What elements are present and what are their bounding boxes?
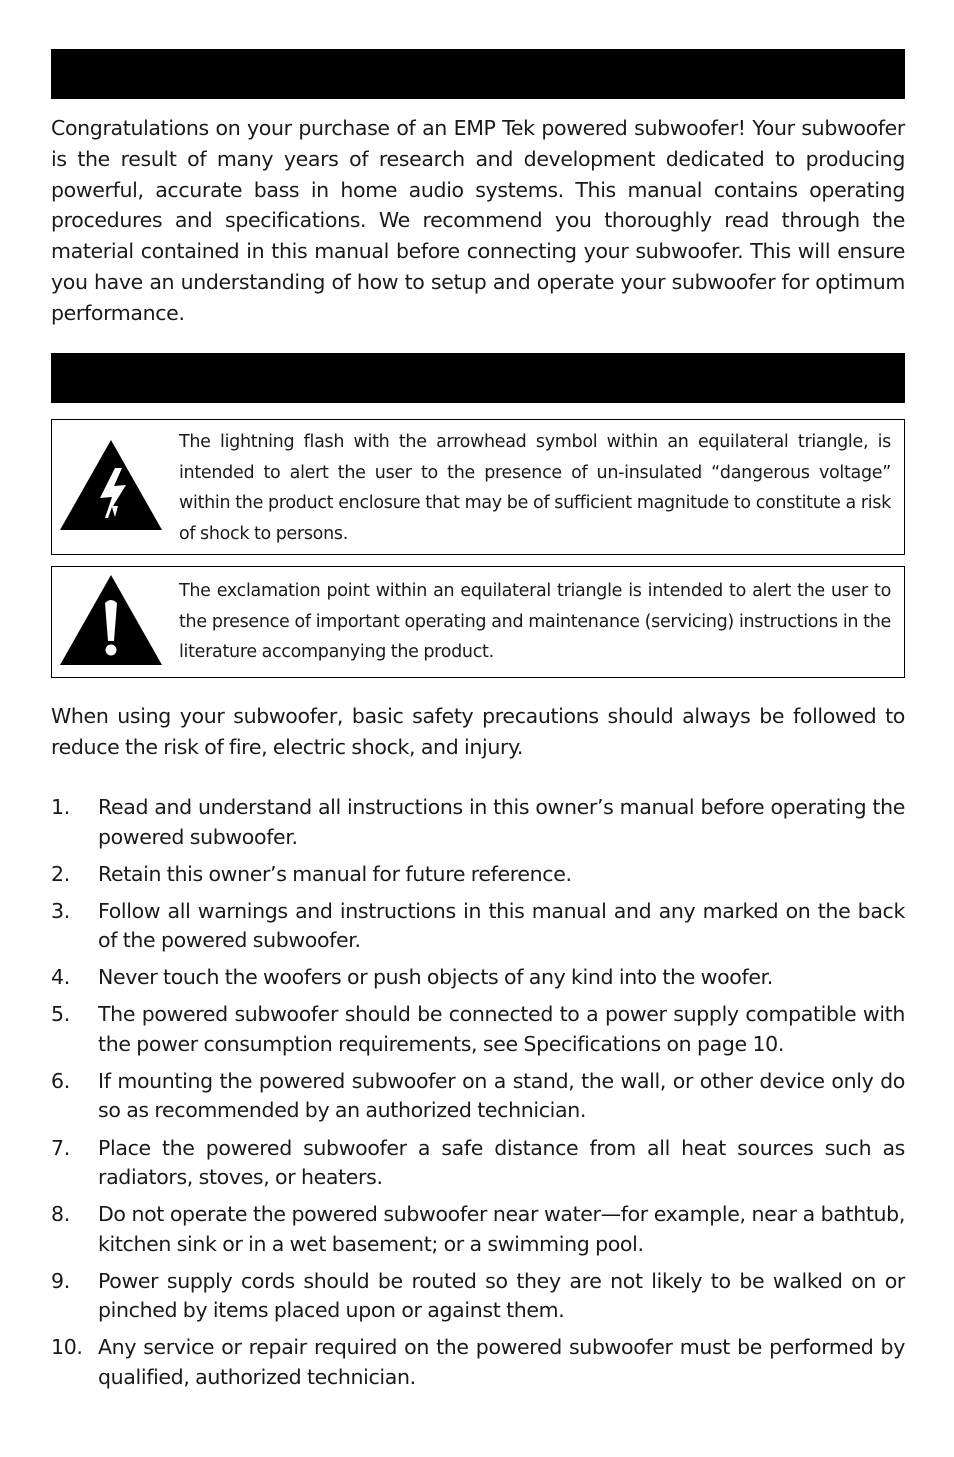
list-item <box>51 897 905 956</box>
list-item-number: 10. <box>51 1335 83 1360</box>
list-item-text: Power supply cords should be routed so they are not likely to be walked on or pinched by items placed upon or against them. <box>98 1268 905 1323</box>
list-item-text: If mounting the powered subwoofer on a stand, the wall, or other device only do so as recommended by an authorized technician. <box>98 1068 905 1123</box>
list-item-text: Retain this owner’s manual for future reference. <box>98 861 572 886</box>
list-item-text: Follow all warnings and instructions in this manual and any marked on the back of the powered subwoofer. <box>98 898 905 953</box>
lightning-warning-text: The lightning flash with the arrowhead symbol within an equilateral triangle, is intended to alert the user to the presence of un-insulated “dangerous voltage” within the product enclosure that may be of sufficient magnitude to constitute a risk of shock to persons. <box>179 432 891 544</box>
safety-instructions-list <box>51 793 905 1400</box>
section-header-bar-introduction <box>51 49 905 99</box>
list-item-number: 5. <box>51 1002 70 1027</box>
exclamation-warning-box <box>51 566 905 678</box>
list-item <box>51 1267 905 1326</box>
list-item-text: Never touch the woofers or push objects of any kind into the woofer. <box>98 965 773 990</box>
list-item-number: 1. <box>51 795 70 819</box>
list-item <box>51 1067 905 1126</box>
list-item-number: 8. <box>51 1202 70 1227</box>
list-item-number: 2. <box>51 861 70 886</box>
list-item-text: Do not operate the powered subwoofer near water—for example, near a bathtub, kitchen sink or in a wet basement; or a swimming pool. <box>98 1202 905 1256</box>
list-item-number: 7. <box>51 1135 70 1160</box>
list-item-number: 3. <box>51 898 70 923</box>
list-item-number: 6. <box>51 1068 70 1093</box>
intro-paragraph: Congratulations on your purchase of an EMP Tek powered subwoofer! Your subwoofer is the result of many years of research and development dedicated to producing powerful, accurate bass in home audio systems. This manual contains operating procedures and specifications. We recommend you thoroughly read through the material contained in this manual before connecting your subwoofer. This will ensure you have an understanding of how to setup and operate your subwoofer for optimum performance. <box>51 116 905 325</box>
safety-intro-paragraph: When using your subwoofer, basic safety precautions should always be followed to reduce the risk of fire, electric shock, and injury. <box>51 704 905 759</box>
exclamation-warning-icon <box>60 575 162 665</box>
list-item <box>51 1000 905 1059</box>
lightning-warning-icon <box>60 440 162 530</box>
list-item <box>51 793 905 852</box>
list-item <box>51 1134 905 1193</box>
section-header-bar-safety <box>51 353 905 403</box>
list-item-number: 9. <box>51 1268 70 1293</box>
list-item <box>51 1333 905 1392</box>
list-item <box>51 963 905 993</box>
list-item-number: 4. <box>51 965 70 990</box>
list-item <box>51 1200 905 1259</box>
exclamation-warning-text: The exclamation point within an equilateral triangle is intended to alert the user to the presence of important operating and maintenance (servicing) instructions in the literature accompanying the product. <box>179 581 891 663</box>
lightning-warning-box <box>51 419 905 555</box>
list-item-text: Read and understand all instructions in this owner’s manual before operating the powered subwoofer. <box>98 795 905 849</box>
list-item-text: The powered subwoofer should be connected to a power supply compatible with the power consumption requirements, see Specifications on page 10. <box>98 1002 905 1056</box>
list-item <box>51 860 905 890</box>
list-item-text: Any service or repair required on the powered subwoofer must be performed by qualified, authorized technician. <box>98 1335 905 1389</box>
list-item-text: Place the powered subwoofer a safe distance from all heat sources such as radiators, stoves, or heaters. <box>98 1135 905 1190</box>
